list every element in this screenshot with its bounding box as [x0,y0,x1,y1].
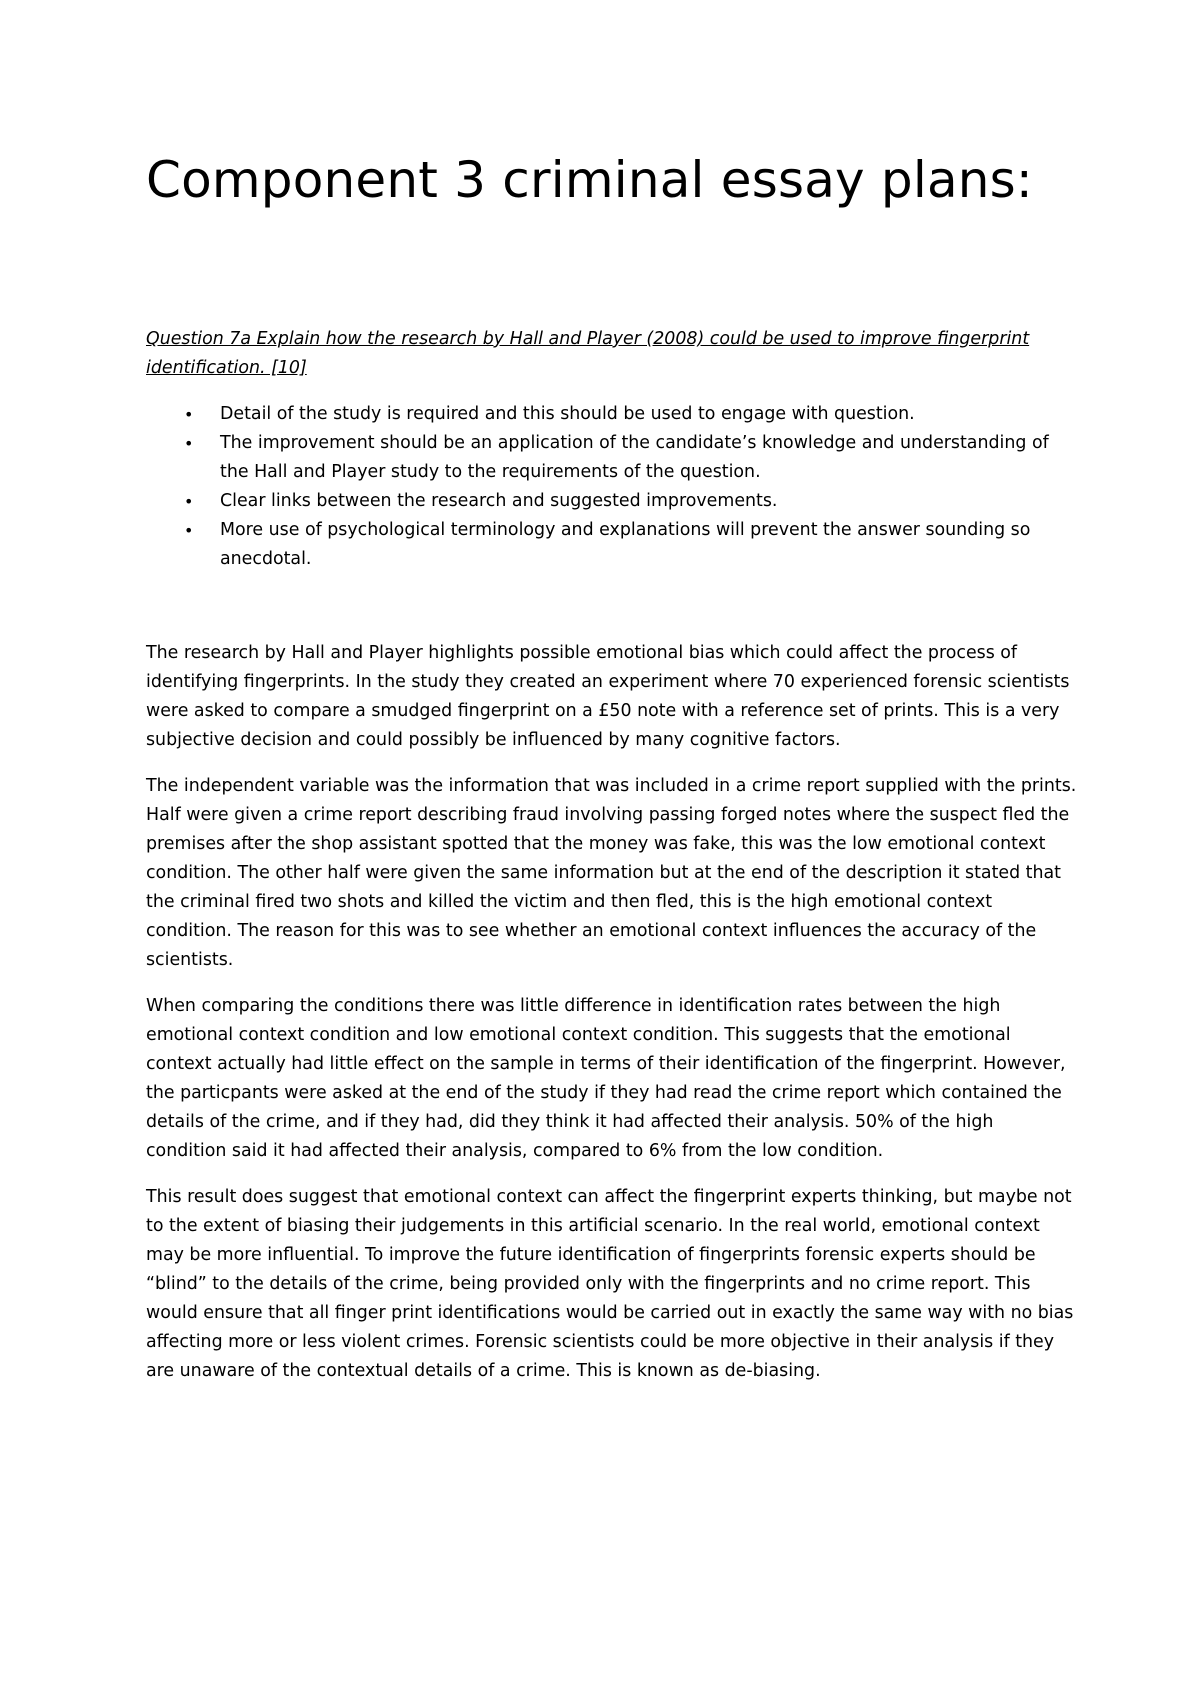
question-heading: Question 7a Explain how the research by Hall and Player (2008) could be used to improve fingerprint identification. [10] [146,329,1030,378]
bullet-icon: • [184,405,194,424]
bullet-icon: • [184,521,194,540]
list-item [146,429,1076,487]
list-item [146,516,1076,574]
bullet-icon: • [184,492,194,511]
bullet-icon: • [184,434,194,453]
paragraph: When comparing the conditions there was little difference in identification rates between the high emotional context condition and low emotional context condition. This suggests that the emotional context actually had little effect on the sample in terms of their identification of the fingerprint. However, the particpants were asked at the end of the study if they had read the crime report which contained the details of the crime, and if they had, did they think it had affected their analysis. 50% of the high condition said it had affected their analysis, compared to 6% from the low condition. [146,996,1066,1161]
list-item-text: The improvement should be an application of the candidate’s knowledge and understanding of the Hall and Player study to the requirements of the question. [220,433,1049,482]
paragraph: This result does suggest that emotional context can affect the fingerprint experts thinking, but maybe not to the extent of biasing their judgements in this artificial scenario. In the real world, emotional context may be more influential. To improve the future identification of fingerprints forensic experts should be “blind” to the details of the crime, being provided only with the fingerprints and no crime report. This would ensure that all finger print identifications would be carried out in exactly the same way with no bias affecting more or less violent crimes. Forensic scientists could be more objective in their analysis if they are unaware of the contextual details of a crime. This is known as de-biasing. [146,1187,1074,1381]
list-item-text: Clear links between the research and suggested improvements. [220,491,778,511]
list-item [146,400,1076,429]
list-item [146,487,1076,516]
paragraph: The independent variable was the information that was included in a crime report supplied with the prints. Half were given a crime report describing fraud involving passing forged notes where the suspect fled the premises after the shop assistant spotted that the money was fake, this was the low emotional context condition. The other half were given the same information but at the end of the description it stated that the criminal fired two shots and killed the victim and then fled, this is the high emotional context condition. The reason for this was to see whether an emotional context influences the accuracy of the scientists. [146,776,1077,970]
marking-guidance-list [146,400,1076,574]
paragraph: The research by Hall and Player highlights possible emotional bias which could affect the process of identifying fingerprints. In the study they created an experiment where 70 experienced forensic scientists were asked to compare a smudged fingerprint on a £50 note with a reference set of prints. This is a very subjective decision and could possibly be influenced by many cognitive factors. [146,643,1070,750]
list-item-text: More use of psychological terminology and explanations will prevent the answer sounding so anecdotal. [220,520,1031,569]
list-item-text: Detail of the study is required and this should be used to engage with question. [220,404,915,424]
essay-body [146,639,1078,1403]
document-title: Component 3 criminal essay plans: [146,151,1033,209]
